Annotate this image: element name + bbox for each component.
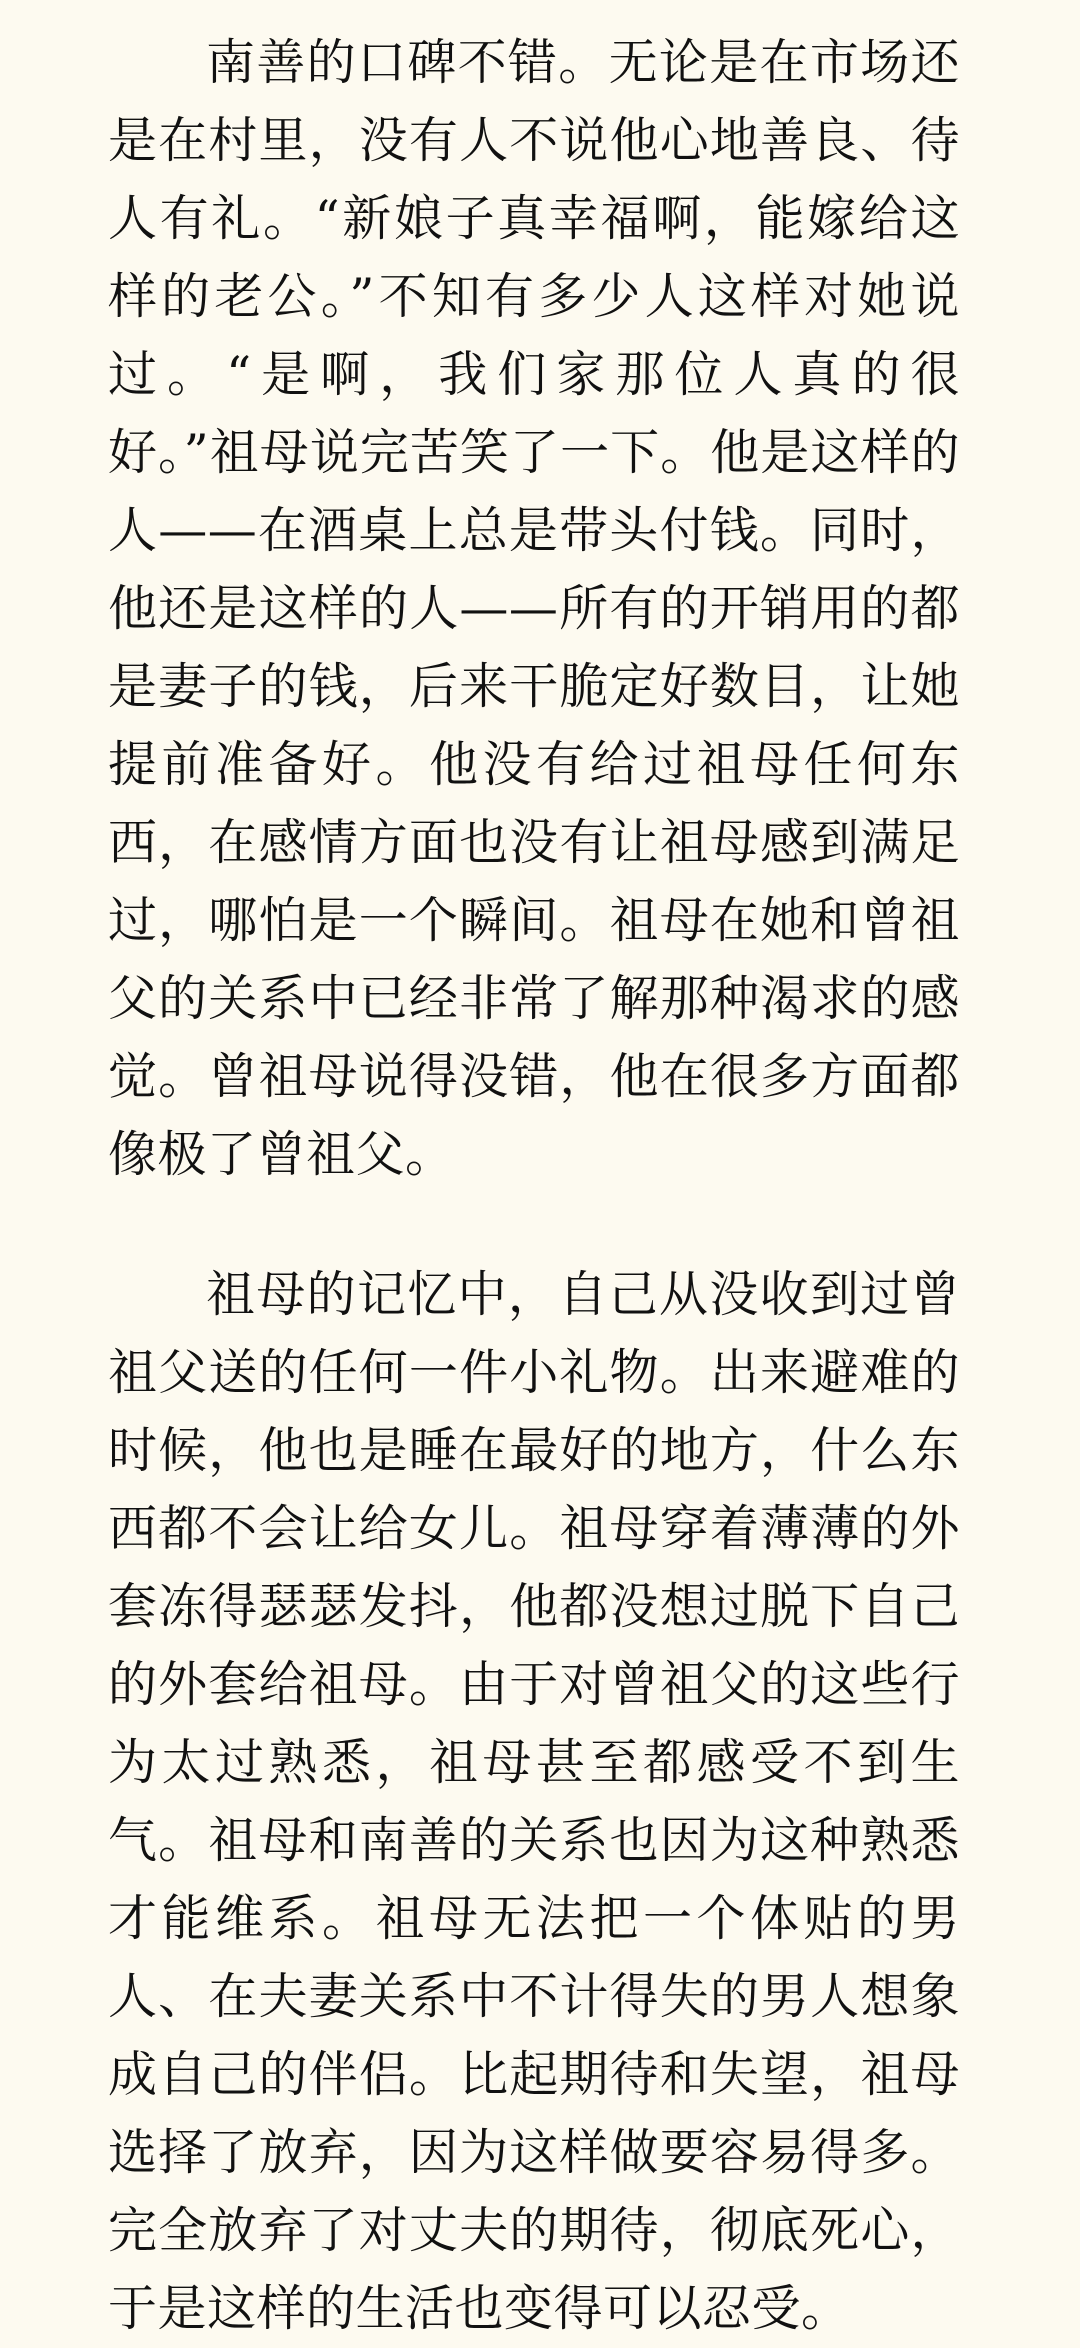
reader-page[interactable]	[108, 0, 960, 2337]
paragraph-2: 祖母的记忆中，自己从没收到过曾祖父送的任何一件小礼物。出来避难的时候，他也是睡在最好的地方，什么东西都不会让给女儿。祖母穿着薄薄的外套冻得瑟瑟发抖，他都没想过脱下自己的外套给祖母。由于对曾祖父的这些行为太过熟悉，祖母甚至都感受不到生气。祖母和南善的关系也因为这种熟悉才能维系。祖母无法把一个体贴的男人、在夫妻关系中不计得失的男人想象成自己的伴侣。比起期待和失望，祖母选择了放弃，因为这样做要容易得多。完全放弃了对丈夫的期待，彻底死心，于是这样的生活也变得可以忍受。	[108, 1266, 960, 2337]
paragraph-1: 南善的口碑不错。无论是在市场还是在村里，没有人不说他心地善良、待人有礼。“新娘子真幸福啊，能嫁给这样的老公。”不知有多少人这样对她说过。“是啊，我们家那位人真的很好。”祖母说完苦笑了一下。他是这样的人——在酒桌上总是带头付钱。同时，他还是这样的人——所有的开销用的都是妻子的钱，后来干脆定好数目，让她提前准备好。他没有给过祖母任何东西，在感情方面也没有让祖母感到满足过，哪怕是一个瞬间。祖母在她和曾祖父的关系中已经非常了解那种渴求的感觉。曾祖母说得没错，他在很多方面都像极了曾祖父。	[108, 34, 960, 1183]
